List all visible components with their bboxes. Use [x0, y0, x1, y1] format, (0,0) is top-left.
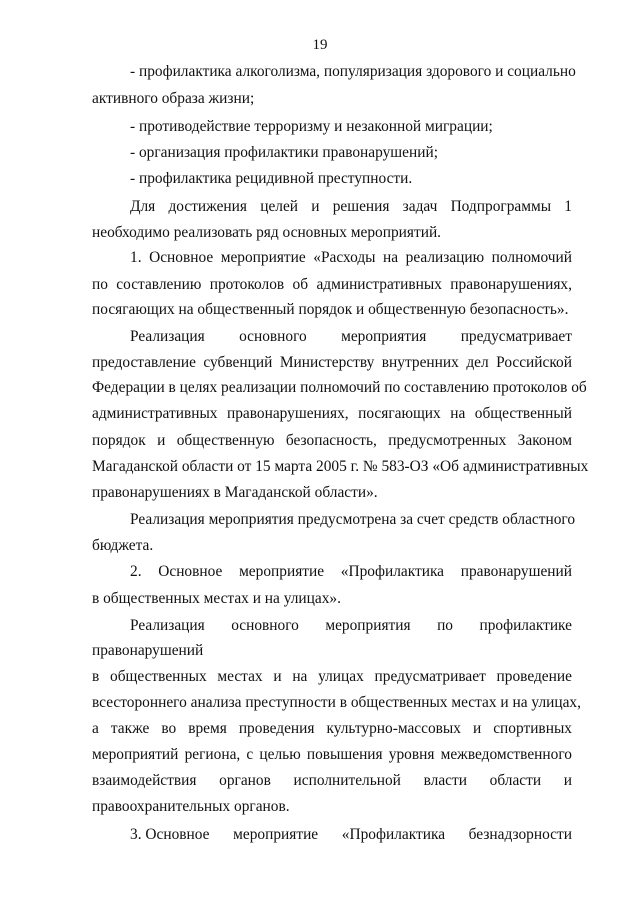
word: улицах — [318, 668, 364, 685]
text-line — [92, 354, 572, 372]
word: целью — [259, 746, 301, 763]
word: мероприятия — [341, 328, 427, 345]
word: реализацию — [405, 249, 485, 266]
word: полномочий — [491, 249, 572, 266]
word: 3. Основное — [130, 826, 210, 843]
word: Законом — [517, 432, 572, 449]
word: задач — [402, 198, 438, 215]
word: повышения — [306, 746, 383, 763]
word: и — [157, 432, 166, 449]
text-line — [92, 746, 572, 764]
text-line: в общественных местах и на улицах». — [92, 590, 341, 607]
word: местах — [217, 668, 263, 685]
word: общественных — [110, 668, 207, 685]
word: дел — [466, 354, 489, 371]
text-line: правонарушениях в Магаданской области». — [92, 484, 378, 501]
word: общественную — [176, 432, 275, 449]
word: с — [246, 746, 254, 763]
word: общественный — [474, 405, 572, 422]
text-line: правонарушений — [92, 642, 204, 659]
word: во — [161, 720, 177, 737]
word: спортивных — [493, 720, 572, 737]
word: на — [292, 668, 308, 685]
word: целей — [260, 198, 299, 215]
word: мероприятие — [239, 563, 325, 580]
word: мероприятие — [233, 826, 319, 843]
text-line: Реализация мероприятия предусмотрена за счет средств областного — [130, 511, 576, 528]
word: Министерству — [279, 354, 375, 371]
word: безнадзорности — [468, 826, 572, 843]
text-line: активного образа жизни; — [92, 90, 255, 107]
text-line — [130, 617, 572, 635]
word: мероприятия — [325, 617, 411, 634]
word: проведения — [238, 720, 315, 737]
word: уровня — [388, 746, 435, 763]
word: по — [92, 276, 108, 293]
word: власти — [423, 772, 467, 789]
word: посягающих — [358, 405, 441, 422]
word: протоколов — [209, 276, 285, 293]
text-line — [92, 405, 572, 423]
word: области — [489, 772, 542, 789]
word: правонарушений — [460, 563, 572, 580]
word: 2. — [130, 563, 142, 580]
word: Основное — [158, 563, 223, 580]
word: и — [311, 198, 320, 215]
text-line: - организация профилактики правонарушений; — [130, 144, 438, 161]
text-line — [130, 563, 572, 581]
word: административных — [92, 405, 218, 422]
word: Для — [130, 198, 156, 215]
text-line — [92, 432, 572, 450]
word: основного — [239, 328, 307, 345]
word: безопасность, — [285, 432, 377, 449]
text-line: Магаданской области от 15 марта 2005 г. № 583-ОЗ «Об административных — [92, 458, 589, 475]
page-number: 19 — [312, 37, 328, 53]
word: региона, — [184, 746, 241, 763]
word: предусмотренных — [388, 432, 507, 449]
word: 1 — [564, 198, 572, 215]
word: а — [92, 720, 99, 737]
text-line — [92, 720, 572, 738]
word: предусматривает — [374, 668, 486, 685]
text-line — [92, 668, 572, 686]
text-line — [130, 826, 572, 844]
word: по — [437, 617, 453, 634]
word: также — [110, 720, 150, 737]
word: основного — [231, 617, 299, 634]
word: исполнительной — [293, 772, 401, 789]
word: в — [92, 668, 100, 685]
text-line: бюджета. — [92, 537, 154, 554]
word: и — [273, 668, 282, 685]
word: «Профилактика — [340, 563, 445, 580]
word: субвенций — [203, 354, 273, 371]
text-line — [92, 772, 572, 790]
word: «Профилактика — [341, 826, 446, 843]
word: внутренних — [381, 354, 459, 371]
word: правонарушениях, — [450, 276, 572, 293]
text-line — [130, 198, 572, 216]
text-line: всестороннего анализа преступности в общественных местах и на улицах, — [92, 694, 581, 711]
text-line: необходимо реализовать ряд основных мероприятий. — [92, 224, 442, 241]
word: «Расходы — [313, 249, 376, 266]
text-line: - профилактика алкоголизма, популяризация здорового и социально — [130, 63, 576, 80]
word: порядок — [92, 432, 146, 449]
word: культурно-массовых — [326, 720, 461, 737]
text-line — [130, 328, 572, 346]
word: и — [472, 720, 482, 737]
text-line: правоохранительных органов. — [92, 798, 290, 815]
word: проведение — [496, 668, 572, 685]
word: Реализация — [130, 328, 205, 345]
text-line: - профилактика рецидивной преступности. — [130, 170, 413, 187]
word: мероприятий — [92, 746, 179, 763]
word: Реализация — [130, 617, 205, 634]
word: 1. — [130, 249, 142, 266]
word: профилактике — [479, 617, 572, 634]
word: об — [292, 276, 309, 293]
word: административных — [316, 276, 442, 293]
word: взаимодействия — [92, 772, 197, 789]
text-line — [92, 276, 572, 294]
word: межведомственного — [440, 746, 572, 763]
word: время — [188, 720, 227, 737]
word: достижения — [168, 198, 247, 215]
word: органов — [219, 772, 271, 789]
word: составлению — [116, 276, 202, 293]
word: мероприятие — [220, 249, 306, 266]
text-line: - противодействие терроризму и незаконной миграции; — [130, 118, 493, 135]
word: на — [450, 405, 466, 422]
text-line: Федерации в целях реализации полномочий по составлению протоколов об — [92, 379, 587, 396]
text-line: посягающих на общественный порядок и общественную безопасность». — [92, 301, 569, 318]
word: решения — [332, 198, 390, 215]
word: предусматривает — [460, 328, 572, 345]
word: предоставление — [92, 354, 196, 371]
word: Основное — [149, 249, 214, 266]
word: правонарушениях, — [226, 405, 349, 422]
word: Российской — [496, 354, 572, 371]
text-line — [130, 249, 572, 267]
word: на — [383, 249, 399, 266]
word: Подпрограммы — [450, 198, 552, 215]
word: и — [563, 772, 572, 789]
